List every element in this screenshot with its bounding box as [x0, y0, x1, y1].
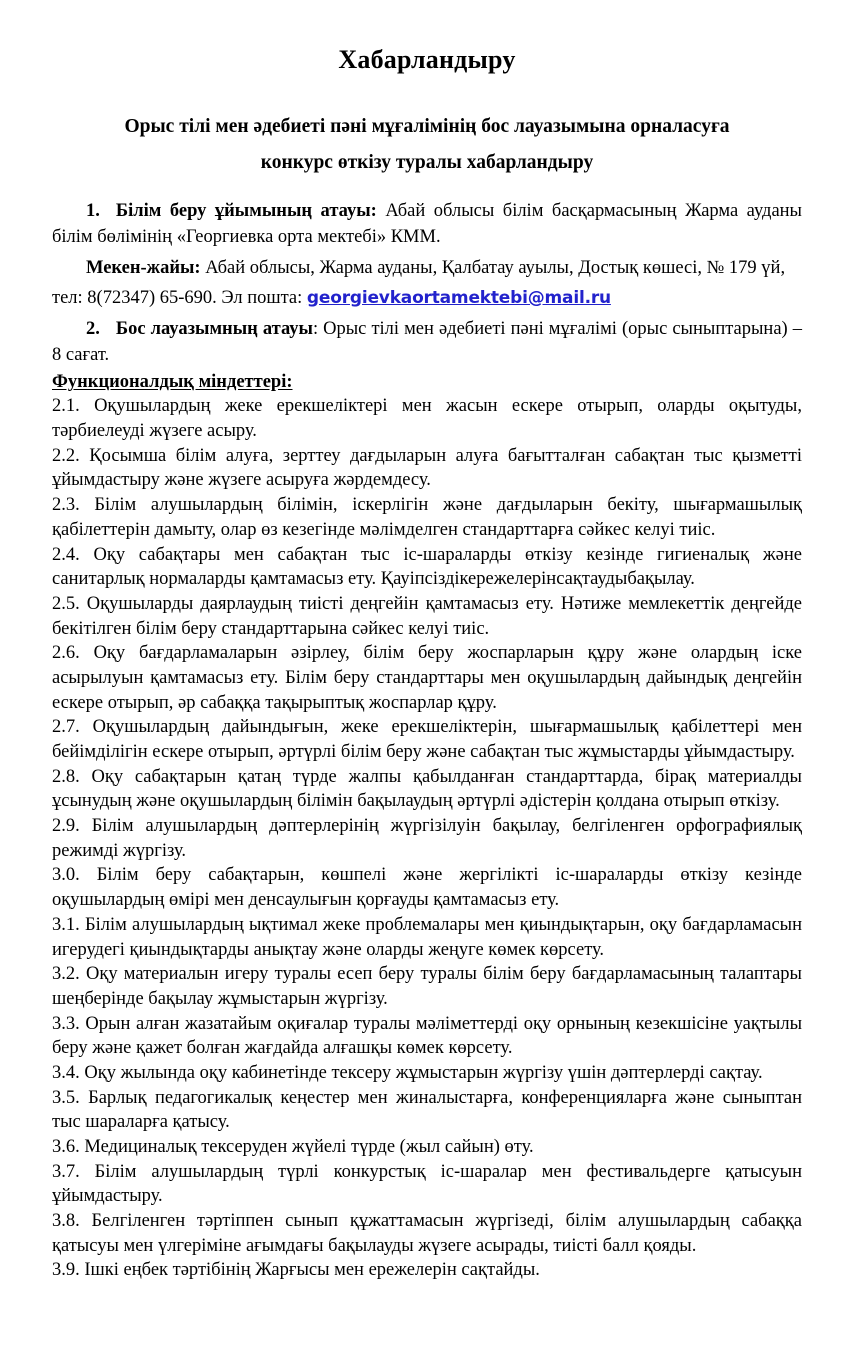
email-link[interactable]: georgievkaortamektebi@mail.ru: [306, 287, 611, 308]
item-2-text: : Орыс тілі мен әдебиеті пәні мұғалімі (орыс сыныптарына) – 8 сағат.: [52, 319, 802, 365]
duty-clause: 2.6. Оқу бағдарламаларын әзірлеу, білім беру жоспарларын құру және олардың іске асырылуын қамтамасыз ету. Білім беру стандарттары мен оқушылардың дайындық деңгейін ескере отырып, әр сабаққа тақырыптық жоспарлар құру.: [52, 643, 802, 713]
item-1-label: Білім беру ұйымының атауы:: [115, 201, 377, 222]
duty-clause: 3.5. Барлық педагогикалық кеңестер мен жиналыстарға, конференцияларға және сыныптан тыс шараларға қатысу.: [52, 1087, 802, 1133]
duty-clause: 2.9. Білім алушылардың дәптерлерінің жүргізілуін бақылау, белгіленген орфографиялық режимді жүргізу.: [52, 816, 802, 861]
duty-clause: 2.8. Оқу сабақтарын қатаң түрде жалпы қабылданған стандарттарда, бірақ материалды ұсынудың және оқушылардың білімін бақылаудың әртүрлі әдістерін қолдана отырып өткізу.: [52, 766, 802, 812]
contact-line: [52, 286, 802, 312]
item-1-text: Абай облысы білім басқармасының Жарма ауданы білім бөлімінің «Георгиевка орта мектебі» КММ.: [52, 201, 802, 247]
duties-list: [52, 394, 802, 1283]
item-1-organization-name: [52, 199, 802, 250]
item-2-vacancy-title: [52, 317, 802, 368]
duty-clause: 2.7. Оқушылардың дайындығын, жеке ерекшеліктерін, шығармашылық қабілеттері мен бейімділігін ескере отырып, әртүрлі білім беру және сабақтан тыс жұмыстарды ұйымдастыру.: [52, 717, 802, 763]
phone-text: тел: 8(72347) 65-690. Эл пошта:: [52, 287, 307, 308]
duty-clause: 3.7. Білім алушылардың түрлі конкурстық іс-шаралар мен фестивальдерге қатысуын ұйымдастыру.: [52, 1161, 802, 1207]
address-text: Абай облысы, Жарма ауданы, Қалбатау ауылы, Достық көшесі, № 179 үй,: [200, 258, 786, 279]
document-title: Хабарландыру: [338, 45, 516, 74]
duty-clause: 3.8. Белгіленген тәртіппен сынып құжаттамасын жүргізеді, білім алушылардың сабаққа қатысуы мен үлгеріміне ағымдағы бақылауды жүзеге асырады, тиісті балл қояды.: [52, 1211, 802, 1256]
duties-heading-text: Функционалдық міндеттері:: [52, 372, 293, 393]
duty-clause: 3.0. Білім беру сабақтарын, көшпелі және жергілікті іс-шараларды өткізу кезінде оқушылардың өмірі мен денсаулығын қорғауды қамтамасыз ету.: [52, 865, 802, 911]
duty-clause: 2.3. Білім алушылардың білімін, іскерлігін және дағдыларын бекіту, шығармашылық қабілеттерін дамыту, олар өз кезегінде мәлімделген стандарттарға сәйкес келуі тиіс.: [52, 495, 802, 540]
duty-clause: 3.9. Ішкі еңбек тәртібінің Жарғысы мен ережелерін сақтайды.: [52, 1260, 540, 1281]
page-bottom-spacer: [52, 1283, 802, 1331]
duty-clause: 3.1. Білім алушылардың ықтимал жеке проблемалары мен қиындықтарын, оқу бағдарламасын игерудегі қиындықтарды анықтау және оларды жеңуге көмек көрсету.: [52, 914, 802, 960]
duties-heading: [52, 372, 802, 393]
duty-clause: 2.2. Қосымша білім алуға, зерттеу дағдыларын алуға бағытталған сабақтан тыс қызметті ұйымдастыру және жүзеге асыруға жәрдемдесу.: [52, 445, 802, 491]
item-1-number: 1.: [86, 201, 100, 222]
duty-clause: 2.4. Оқу сабақтары мен сабақтан тыс іс-шараларды өткізу кезінде гигиеналық және санитарлық нормаларды қамтамасыз ету. Қауіпсіздікережелерінсақтаудыбақылау.: [52, 544, 802, 590]
duty-clause: 3.6. Медициналық тексеруден жүйелі түрде (жыл сайын) өту.: [52, 1137, 534, 1158]
duty-clause: 3.2. Оқу материалын игеру туралы есеп беру туралы білім беру бағдарламасының талаптары шеңберінде бақылау жұмыстарын жүргізу.: [52, 964, 802, 1009]
document-subtitle-line-2: конкурс өткізу туралы хабарландыру: [260, 152, 594, 174]
duty-clause: 3.4. Оқу жылында оқу кабинетінде тексеру жұмыстарын жүргізу үшін дәптерлерді сақтау.: [52, 1062, 763, 1083]
duty-clause: 3.3. Орын алған жазатайым оқиғалар туралы мәліметтерді оқу орнының кезекшісіне уақтылы беру және қажет болған жағдайда алғашқы көмек көрсету.: [52, 1013, 802, 1059]
item-2-label: Бос лауазымның атауы: [115, 319, 313, 340]
document-subtitle-line-1: Орыс тілі мен әдебиеті пәні мұғалімінің бос лауазымына орналасуға: [124, 116, 730, 138]
duty-clause: 2.5. Оқушыларды даярлаудың тиісті деңгейін қамтамасыз ету. Нәтиже мемлекеттік деңгейде бекітілген білім беру стандарттарына сәйкес келуі тиіс.: [52, 593, 802, 639]
item-2-number: 2.: [86, 319, 100, 340]
duty-clause: 2.1. Оқушылардың жеке ерекшеліктері мен жасын ескере отырып, оларды оқытуды, тәрбиелеуді жүзеге асыру.: [52, 396, 802, 442]
document-subtitle: [52, 109, 802, 181]
address-line: [52, 256, 802, 282]
address-label: Мекен-жайы:: [86, 258, 201, 279]
